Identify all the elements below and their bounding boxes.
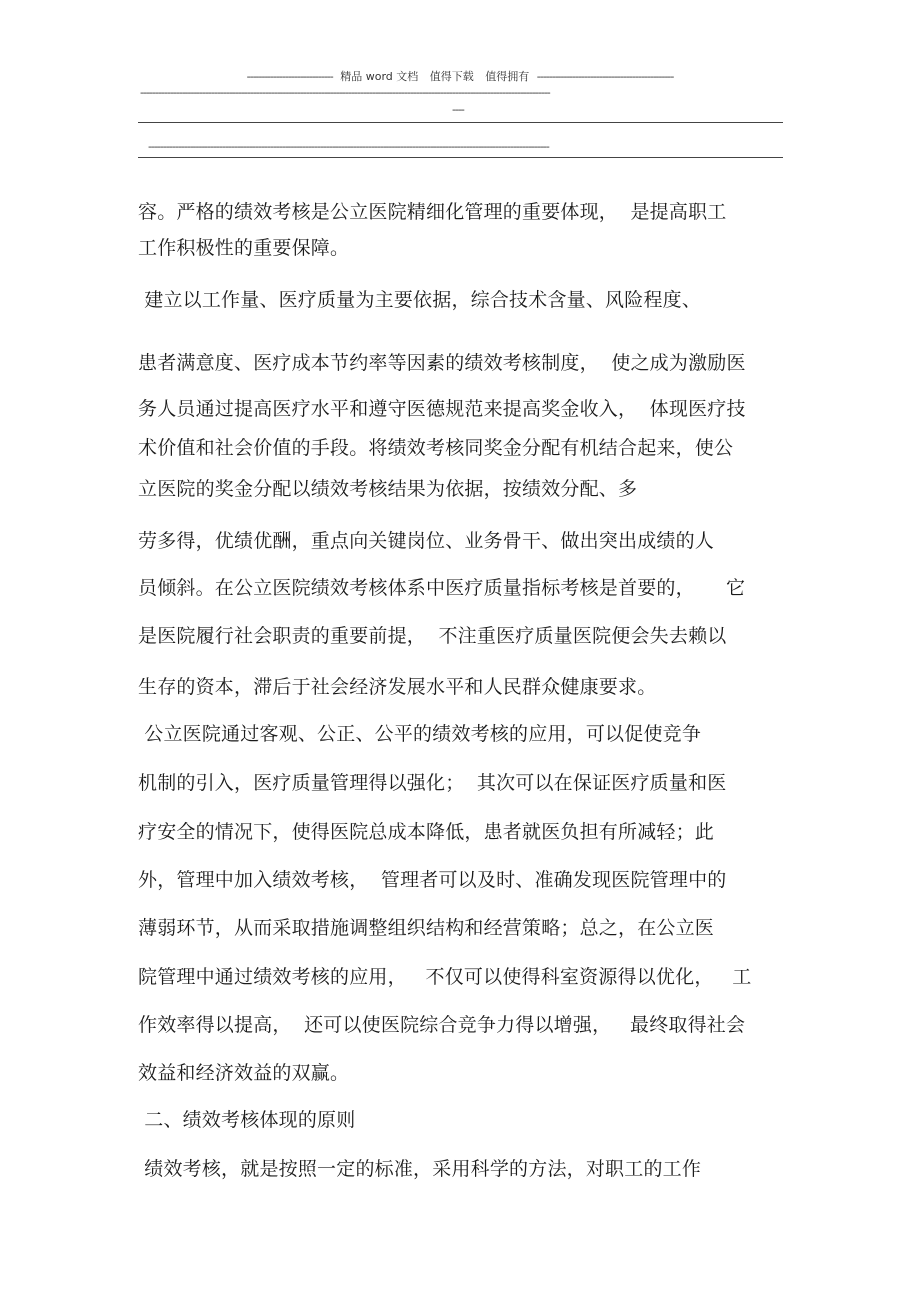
header-dashes-line-4: --------------------------------------------------------------------------------------------------------------------------------------- <box>148 140 549 153</box>
header-label-own: 值得拥有 <box>485 70 530 83</box>
body-line: 是医院履行社会职责的重要前提， 不注重医疗质量医院便会失去赖以 <box>138 625 727 647</box>
body-line: 作效率得以提高， 还可以使医院综合竞争力得以增强， 最终取得社会 <box>138 1014 746 1036</box>
header-rule-top <box>138 122 783 123</box>
body-line: 效益和经济效益的双赢。 <box>138 1062 350 1084</box>
header-dashes-line-3: ---- <box>452 103 464 116</box>
header-rule-bottom <box>138 157 783 158</box>
body-line: 立医院的奖金分配以绩效考核结果为依据，按绩效分配、多 <box>138 478 638 500</box>
header-dashes-line-2: ------------------------------------------------------------------------------------------------------------------------------------------ <box>140 86 550 99</box>
body-line: 术价值和社会价值的手段。将绩效考核同奖金分配有机结合起来，使公 <box>138 437 734 459</box>
body-line: 疗安全的情况下，使得医院总成本降低，患者就医负担有所减轻；此 <box>138 821 715 843</box>
body-line: 机制的引入，医疗质量管理得以强化； 其次可以在保证医疗质量和医 <box>138 772 727 794</box>
body-line: 患者满意度、医疗成本节约率等因素的绩效考核制度， 使之成为激励医 <box>138 352 746 374</box>
body-line: 务人员通过提高医疗水平和遵守医德规范来提高奖金收入， 体现医疗技 <box>138 398 746 420</box>
header-label-doc: 精品 word 文档 <box>340 70 419 83</box>
body-line: 生存的资本，滞后于社会经济发展水平和人民群众健康要求。 <box>138 676 657 698</box>
body-line: 院管理中通过绩效考核的应用， 不仅可以使得科室资源得以优化， 工 <box>138 966 752 988</box>
body-line: 工作积极性的重要保障。 <box>138 237 350 259</box>
header-label-download: 值得下载 <box>429 70 474 83</box>
header-dashes-left: ----------------------------- <box>246 70 333 83</box>
body-line: 薄弱环节，从而采取措施调整组织结构和经营策略；总之，在公立医 <box>138 917 715 939</box>
body-line: 绩效考核，就是按照一定的标准，采用科学的方法，对职工的工作 <box>138 1158 702 1180</box>
body-line: 员倾斜。在公立医院绩效考核体系中医疗质量指标考核是首要的， 它 <box>138 577 746 599</box>
body-line: 劳多得，优绩优酬，重点向关键岗位、业务骨干、做出突出成绩的人 <box>138 530 715 552</box>
body-line: 建立以工作量、医疗质量为主要依据，综合技术含量、风险程度、 <box>138 289 702 311</box>
body-line: 公立医院通过客观、公正、公平的绩效考核的应用，可以促使竞争 <box>138 723 702 745</box>
section-heading: 二、绩效考核体现的原则 <box>138 1109 356 1131</box>
header-dashes-right: ---------------------------------------------- <box>536 70 674 83</box>
body-line: 容。严格的绩效考核是公立医院精细化管理的重要体现， 是提高职工 <box>138 201 727 223</box>
body-line: 外，管理中加入绩效考核， 管理者可以及时、准确发现医院管理中的 <box>138 869 727 891</box>
page-header <box>0 68 920 84</box>
